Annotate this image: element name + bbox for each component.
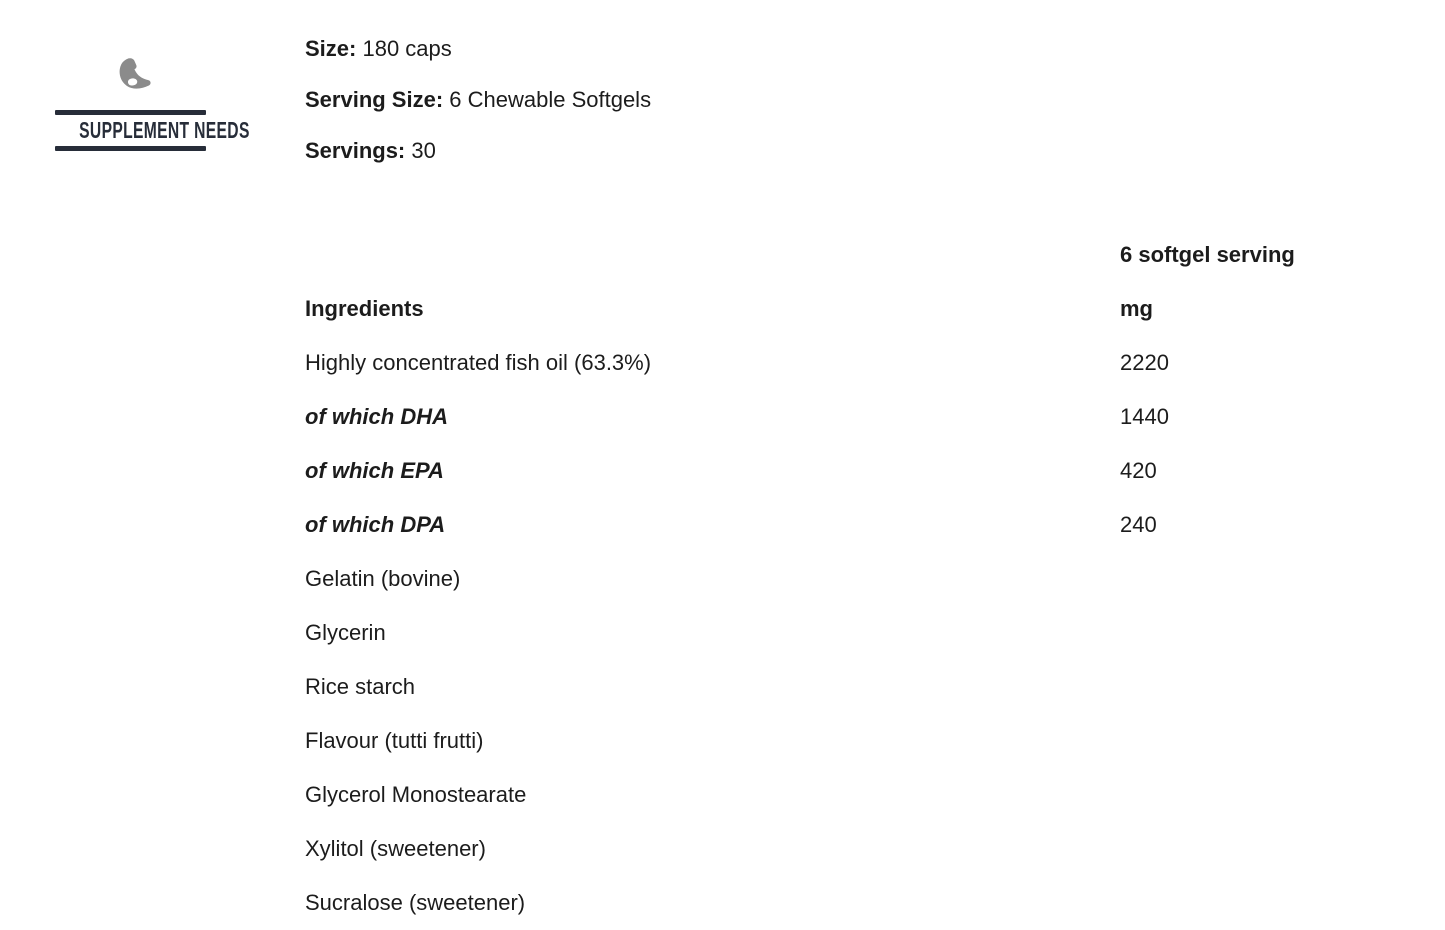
ingredient-row: [305, 822, 1445, 876]
meta-value: 180 caps: [362, 36, 452, 61]
ingredient-name: Rice starch: [305, 674, 416, 699]
ingredient-row: [305, 390, 1445, 444]
column-header-row: [305, 282, 1445, 336]
ingredients-table: [305, 228, 1445, 930]
ingredient-name: Gelatin (bovine): [305, 566, 461, 591]
serving-header: 6 softgel serving: [1120, 242, 1295, 267]
product-meta: [305, 38, 1445, 162]
ingredient-row: [305, 768, 1445, 822]
ingredient-name: Highly concentrated fish oil (63.3%): [305, 350, 652, 375]
ingredient-name: Flavour (tutti frutti): [305, 728, 484, 753]
meta-label: Servings:: [305, 138, 406, 163]
ingredient-row: [305, 552, 1445, 606]
ingredient-name: of which EPA: [305, 458, 444, 483]
ingredients-column-header: Ingredients: [305, 296, 424, 321]
ingredient-row: [305, 714, 1445, 768]
flexed-bicep-icon: [55, 56, 206, 104]
product-info-panel: [305, 0, 1445, 930]
ingredient-name: Glycerin: [305, 620, 386, 645]
ingredient-row: [305, 606, 1445, 660]
ingredient-row: [305, 444, 1445, 498]
ingredient-row: [305, 498, 1445, 552]
logo-bottom-bar: [55, 146, 206, 151]
brand-wordmark: SUPPLEMENT NEEDS: [79, 117, 250, 143]
product-meta-line: [305, 140, 1445, 162]
ingredient-name: Sucralose (sweetener): [305, 890, 526, 915]
meta-value: 6 Chewable Softgels: [449, 87, 652, 112]
ingredient-row: [305, 660, 1445, 714]
meta-label: Serving Size:: [305, 87, 444, 112]
product-meta-line: [305, 89, 1445, 111]
ingredient-mg: 2220: [1120, 350, 1169, 375]
serving-header-row: [305, 228, 1445, 282]
ingredient-mg: 240: [1120, 512, 1157, 537]
mg-column-header: mg: [1120, 296, 1153, 321]
ingredient-mg: 1440: [1120, 404, 1169, 429]
product-meta-line: [305, 38, 1445, 60]
meta-label: Size:: [305, 36, 357, 61]
ingredient-mg: 420: [1120, 458, 1157, 483]
ingredient-name: of which DHA: [305, 404, 448, 429]
meta-value: 30: [411, 138, 436, 163]
ingredient-name: of which DPA: [305, 512, 446, 537]
ingredient-name: Xylitol (sweetener): [305, 836, 486, 861]
ingredient-row: [305, 336, 1445, 390]
ingredient-row: [305, 876, 1445, 930]
brand-logo: [55, 56, 250, 151]
ingredient-name: Glycerol Monostearate: [305, 782, 527, 807]
